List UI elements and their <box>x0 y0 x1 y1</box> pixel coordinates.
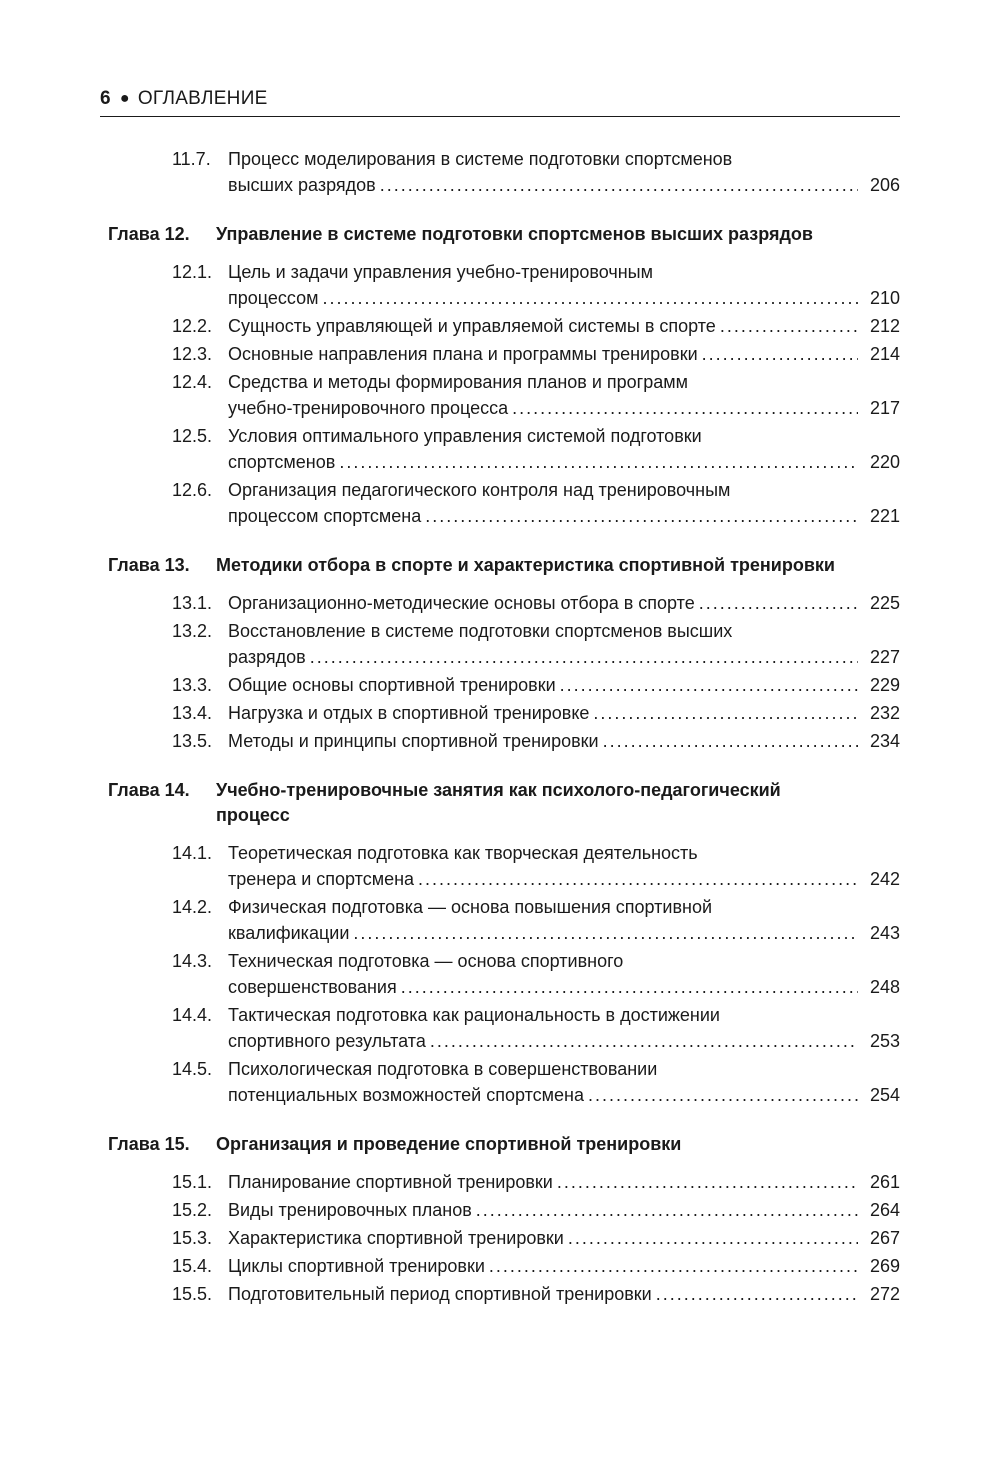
section-title: ОГЛАВЛЕНИЕ <box>137 88 268 109</box>
entry-number: 13.3. <box>172 675 213 695</box>
chapter-label: Глава 12. <box>108 224 190 244</box>
toc-entry[interactable] <box>100 1056 900 1108</box>
entry-title-last: Подготовительный период спортивной тренировки <box>228 1284 652 1304</box>
dot-leader <box>702 341 858 367</box>
dot-leader <box>425 503 858 529</box>
dot-leader <box>418 866 858 892</box>
dot-leader <box>656 1281 858 1307</box>
entry-number: 12.3. <box>172 344 213 364</box>
page-ref: 206 <box>869 175 900 195</box>
entry-title-last: совершенствования <box>228 977 397 997</box>
entry-number: 13.5. <box>172 731 213 751</box>
table-of-contents <box>100 146 900 1309</box>
toc-entry[interactable] <box>100 894 900 946</box>
dot-leader <box>593 700 858 726</box>
toc-entry[interactable] <box>100 1169 900 1195</box>
entry-number: 13.2. <box>172 621 213 641</box>
toc-entry[interactable] <box>100 1197 900 1223</box>
chapter-label: Глава 15. <box>108 1134 190 1154</box>
toc-entry[interactable] <box>100 341 900 367</box>
chapter-title: Учебно-тренировочные занятия как психолого-педагогический процесс <box>216 780 781 825</box>
entry-title-line: Условия оптимального управления системой подготовки <box>228 426 702 446</box>
entry-title-line: Психологическая подготовка в совершенствовании <box>228 1059 658 1079</box>
chapter-section <box>100 778 900 1108</box>
entry-title-last: Характеристика спортивной тренировки <box>228 1228 564 1248</box>
page-ref: 267 <box>869 1228 900 1248</box>
entry-title-last: спортивного результата <box>228 1031 426 1051</box>
toc-entry[interactable] <box>100 313 900 339</box>
page-ref: 220 <box>869 452 900 472</box>
entry-title-last: спортсменов <box>228 452 336 472</box>
page-ref: 269 <box>869 1256 900 1276</box>
dot-leader <box>560 672 858 698</box>
toc-entry[interactable] <box>100 672 900 698</box>
dot-leader <box>380 172 858 198</box>
page-ref: 234 <box>869 731 900 751</box>
chapter-section <box>100 222 900 529</box>
chapter-section <box>100 553 900 754</box>
entry-number: 12.6. <box>172 480 213 500</box>
page-ref: 212 <box>869 316 900 336</box>
dot-leader <box>588 1082 858 1108</box>
entry-title-line: Техническая подготовка — основа спортивного <box>228 951 624 971</box>
entry-title-line: Средства и методы формирования планов и программ <box>228 372 689 392</box>
toc-entry[interactable] <box>100 948 900 1000</box>
entry-title-last: потенциальных возможностей спортсмена <box>228 1085 584 1105</box>
entry-title-last: Сущность управляющей и управляемой системы в спорте <box>228 316 716 336</box>
entry-title-last: тренера и спортсмена <box>228 869 415 889</box>
toc-entry[interactable] <box>100 369 900 421</box>
chapter-heading[interactable] <box>100 222 900 247</box>
entry-title-last: Нагрузка и отдых в спортивной тренировке <box>228 703 590 723</box>
bullet-separator: ● <box>119 90 130 107</box>
dot-leader <box>699 590 858 616</box>
toc-entry[interactable] <box>100 590 900 616</box>
chapter-heading[interactable] <box>100 778 900 828</box>
dot-leader <box>476 1197 858 1223</box>
entry-title-last: разрядов <box>228 647 306 667</box>
entry-title-last: Основные направления плана и программы тренировки <box>228 344 698 364</box>
chapter-label: Глава 14. <box>108 780 190 800</box>
entry-number: 15.1. <box>172 1172 213 1192</box>
entry-title-last: Планирование спортивной тренировки <box>228 1172 553 1192</box>
entry-title-line: Теоретическая подготовка как творческая деятельность <box>228 843 698 863</box>
entry-number: 14.3. <box>172 951 213 971</box>
page-ref: 254 <box>869 1085 900 1105</box>
entry-title-last: Циклы спортивной тренировки <box>228 1256 485 1276</box>
chapter-title: Управление в системе подготовки спортсменов высших разрядов <box>216 224 813 244</box>
toc-entry[interactable] <box>100 259 900 311</box>
toc-entry[interactable] <box>100 1253 900 1279</box>
entry-title-last: высших разрядов <box>228 175 376 195</box>
page-ref: 229 <box>869 675 900 695</box>
dot-leader <box>430 1028 858 1054</box>
dot-leader <box>310 644 858 670</box>
chapter-title: Организация и проведение спортивной тренировки <box>216 1134 682 1154</box>
entry-number: 12.1. <box>172 262 213 282</box>
entry-title-last: Организационно-методические основы отбора в спорте <box>228 593 695 613</box>
entry-title-last: учебно-тренировочного процесса <box>228 398 509 418</box>
chapter-heading[interactable] <box>100 553 900 578</box>
toc-entry[interactable] <box>100 1281 900 1307</box>
page-ref: 225 <box>869 593 900 613</box>
page-ref: 272 <box>869 1284 900 1304</box>
chapter-title: Методики отбора в спорте и характеристика спортивной тренировки <box>216 555 835 575</box>
entry-number: 12.5. <box>172 426 213 446</box>
toc-entry[interactable] <box>100 146 900 198</box>
dot-leader <box>353 920 858 946</box>
dot-leader <box>557 1169 858 1195</box>
entry-number: 14.1. <box>172 843 213 863</box>
page-ref: 264 <box>869 1200 900 1220</box>
entry-number: 14.4. <box>172 1005 213 1025</box>
page-ref: 210 <box>869 288 900 308</box>
entry-title-last: процессом <box>228 288 319 308</box>
dot-leader <box>603 728 858 754</box>
entry-number: 11.7. <box>172 149 211 169</box>
entry-number: 15.3. <box>172 1228 213 1248</box>
toc-entry[interactable] <box>100 840 900 892</box>
toc-entry[interactable] <box>100 477 900 529</box>
page-ref: 261 <box>869 1172 900 1192</box>
entry-number: 15.2. <box>172 1200 213 1220</box>
entry-title-line: Цель и задачи управления учебно-тренировочным <box>228 262 653 282</box>
page-number: 6 <box>100 88 111 109</box>
entry-number: 14.5. <box>172 1059 213 1079</box>
dot-leader <box>512 395 858 421</box>
entry-title-line: Восстановление в системе подготовки спортсменов высших <box>228 621 733 641</box>
page-ref: 221 <box>869 506 900 526</box>
dot-leader <box>401 974 858 1000</box>
page-ref: 232 <box>869 703 900 723</box>
entry-number: 15.5. <box>172 1284 213 1304</box>
dot-leader <box>568 1225 858 1251</box>
toc-entry[interactable] <box>100 618 900 670</box>
page-ref: 242 <box>869 869 900 889</box>
dot-leader <box>489 1253 858 1279</box>
entry-number: 12.2. <box>172 316 213 336</box>
entry-number: 13.4. <box>172 703 213 723</box>
entry-title-line: Процесс моделирования в системе подготовки спортсменов <box>228 149 733 169</box>
toc-entry[interactable] <box>100 728 900 754</box>
page-ref: 253 <box>869 1031 900 1051</box>
dot-leader <box>339 449 858 475</box>
page-ref: 217 <box>869 398 900 418</box>
chapter-section <box>100 1132 900 1307</box>
entry-number: 13.1. <box>172 593 213 613</box>
page-ref: 243 <box>869 923 900 943</box>
toc-entry[interactable] <box>100 1002 900 1054</box>
entry-title-line: Тактическая подготовка как рациональность в достижении <box>228 1005 720 1025</box>
entry-number: 12.4. <box>172 372 213 392</box>
page-ref: 227 <box>869 647 900 667</box>
entry-number: 15.4. <box>172 1256 213 1276</box>
dot-leader <box>322 285 858 311</box>
entry-title-last: Виды тренировочных планов <box>228 1200 472 1220</box>
toc-entry[interactable] <box>100 423 900 475</box>
toc-entry[interactable] <box>100 700 900 726</box>
entry-title-last: квалификации <box>228 923 350 943</box>
page-ref: 248 <box>869 977 900 997</box>
dot-leader <box>720 313 858 339</box>
chapter-label: Глава 13. <box>108 555 190 575</box>
entry-title-last: Общие основы спортивной тренировки <box>228 675 556 695</box>
entry-title-last: процессом спортсмена <box>228 506 422 526</box>
entry-number: 14.2. <box>172 897 213 917</box>
entry-title-last: Методы и принципы спортивной тренировки <box>228 731 599 751</box>
toc-entry[interactable] <box>100 1225 900 1251</box>
page-ref: 214 <box>869 344 900 364</box>
running-header <box>100 86 900 117</box>
chapter-heading[interactable] <box>100 1132 900 1157</box>
entry-title-line: Организация педагогического контроля над тренировочным <box>228 480 731 500</box>
entry-title-line: Физическая подготовка — основа повышения спортивной <box>228 897 713 917</box>
